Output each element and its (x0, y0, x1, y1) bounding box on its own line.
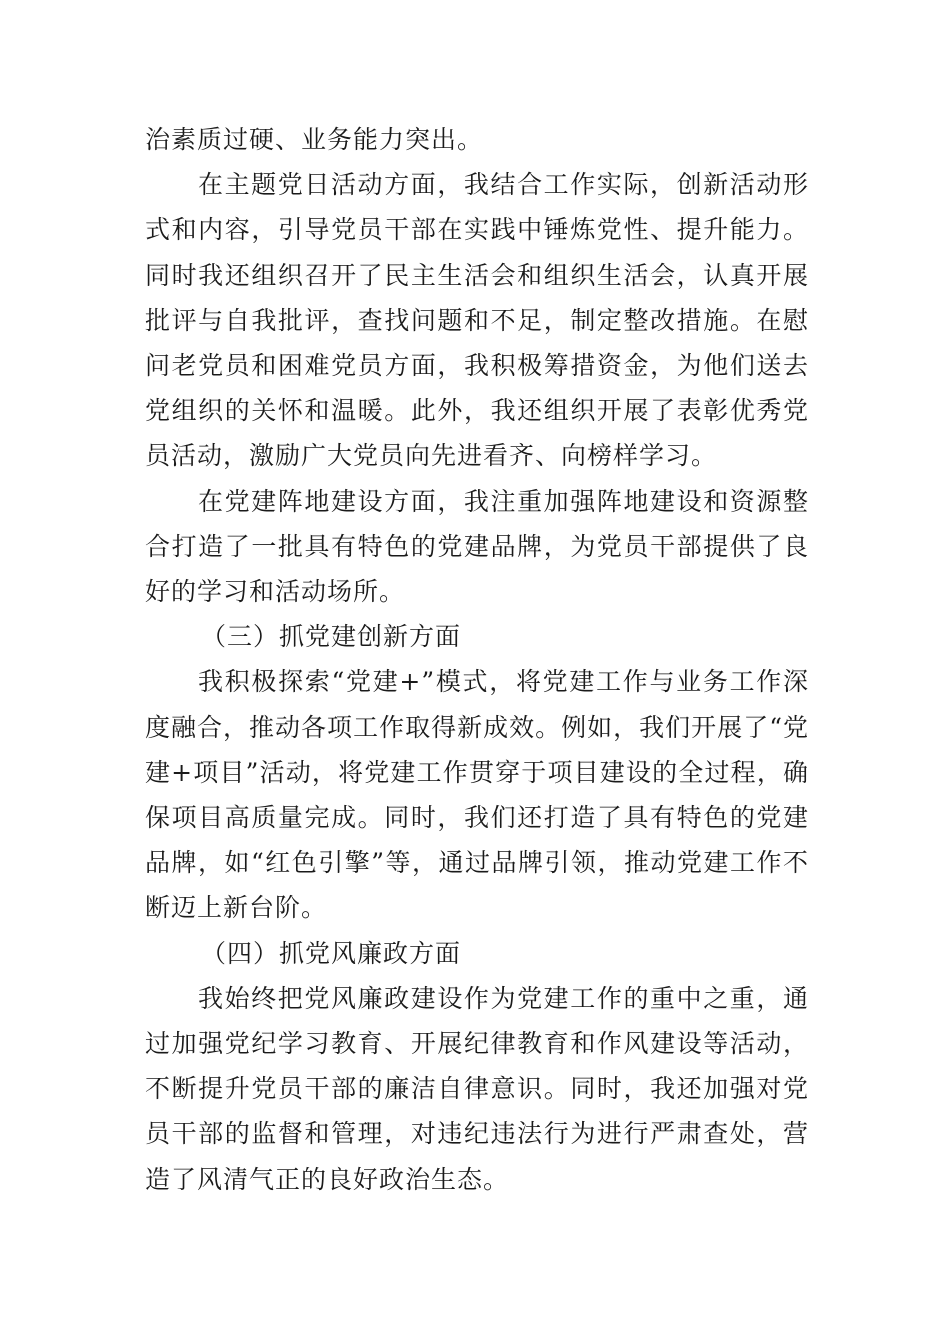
section-heading-party-innovation: （三）抓党建创新方面 (201, 622, 462, 652)
paragraph-clean-governance: 我始终把党风廉政建设作为党建工作的重中之重，通过加强党纪学习教育、开展纪律教育和作风建设等活动，不断提升党员干部的廉洁自律意识。同时，我还加强对党员干部的监督和管理，对违纪违法行为进行严肃查处，营造了风清气正的良好政治生态。 (145, 983, 809, 1194)
document-body (145, 117, 809, 1202)
paragraph-party-position-building: 在党建阵地建设方面，我注重加强阵地建设和资源整合打造了一批具有特色的党建品牌，为党员干部提供了良好的学习和活动场所。 (145, 486, 809, 607)
section-heading-clean-governance: （四）抓党风廉政方面 (201, 938, 462, 968)
paragraph-party-innovation: 我积极探索“党建+”模式，将党建工作与业务工作深度融合，推动各项工作取得新成效。例如，我们开展了“党建+项目”活动，将党建工作贯穿于项目建设的全过程，确保项目高质量完成。同时，我们还打造了具有特色的党建品牌，如“红色引擎”等，通过品牌引领，推动党建工作不断迈上新台阶。 (145, 667, 809, 923)
paragraph-theme-party-day: 在主题党日活动方面，我结合工作实际，创新活动形式和内容，引导党员干部在实践中锤炼党性、提升能力。同时我还组织召开了民主生活会和组织生活会，认真开展批评与自我批评，查找问题和不足，制定整改措施。在慰问老党员和困难党员方面，我积极筹措资金，为他们送去党组织的关怀和温暖。此外，我还组织开展了表彰优秀党员活动，激励广大党员向先进看齐、向榜样学习。 (145, 170, 809, 471)
paragraph-continuation: 治素质过硬、业务能力突出。 (145, 125, 484, 154)
